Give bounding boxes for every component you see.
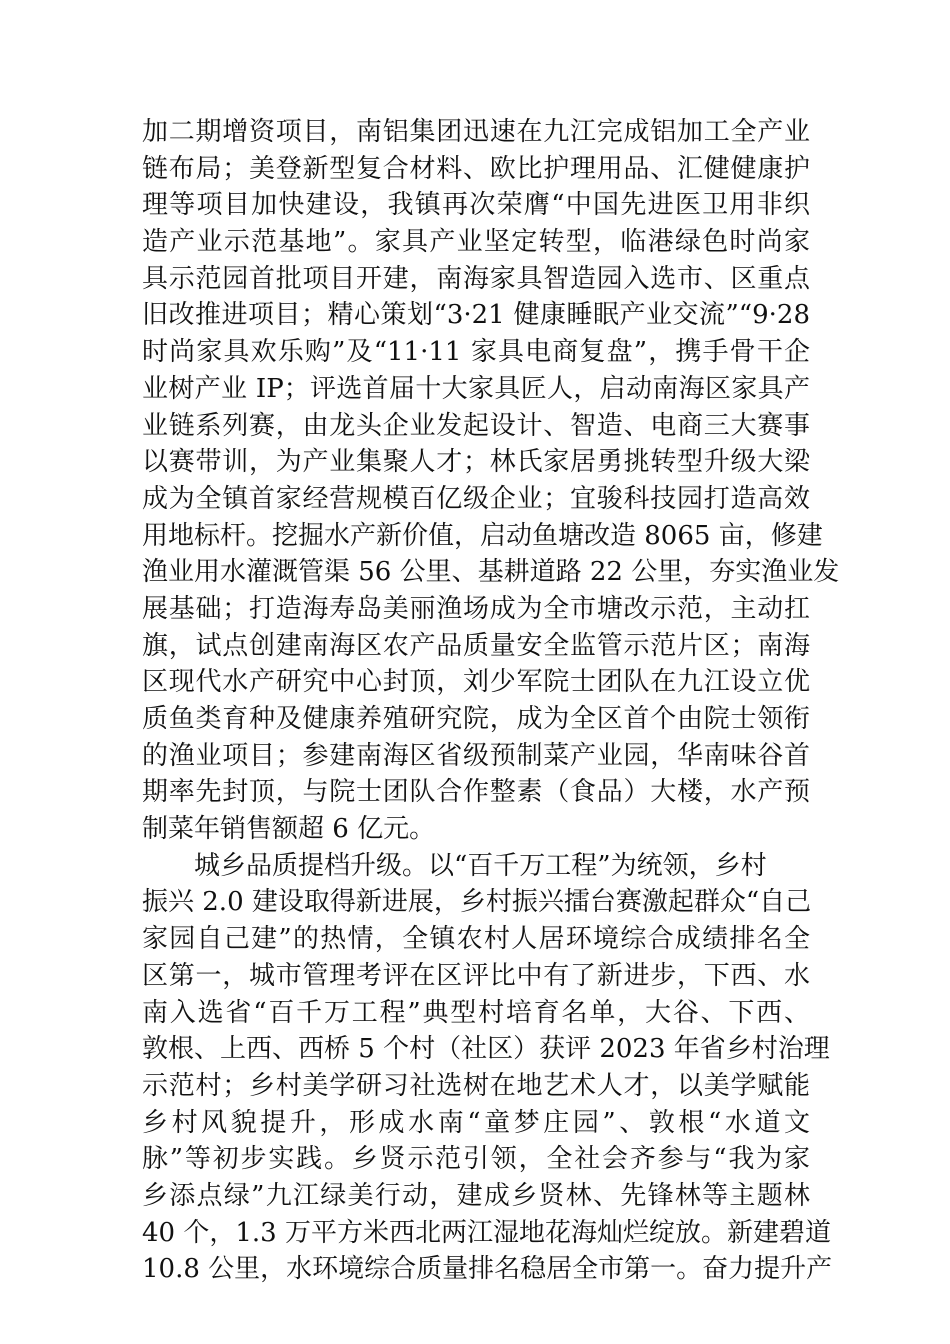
- text-line: 以赛带训，为产业集聚人才；林氏家居勇挑转型升级大梁: [142, 447, 810, 478]
- text-line: 敦根、上西、西桥 5 个村（社区）获评 2023 年省乡村治理: [142, 1034, 830, 1065]
- paragraph-first-line: 城乡品质提档升级。以“百千万工程”为统领，乡村: [194, 850, 767, 881]
- text-line: 家园自己建”的热情，全镇农村人居环境综合成绩排名全: [142, 924, 810, 955]
- text-line: 40 个，1.3 万平方米西北两江湿地花海灿烂绽放。新建碧道: [142, 1217, 831, 1248]
- text-line: 乡村风貌提升，形成水南“童梦庄园”、敦根“水道文: [142, 1107, 810, 1138]
- text-line: 展基础；打造海寿岛美丽渔场成为全市塘改示范，主动扛: [142, 593, 810, 624]
- text-line: 时尚家具欢乐购”及“11·11 家具电商复盘”，携手骨干企: [142, 337, 810, 368]
- text-line: 造产业示范基地”。家具产业坚定转型，临港绿色时尚家: [142, 227, 810, 258]
- text-line: 南入选省“百千万工程”典型村培育名单，大谷、下西、: [142, 997, 810, 1028]
- text-line: 业树产业 IP；评选首届十大家具匠人，启动南海区家具产: [142, 373, 810, 404]
- text-line: 振兴 2.0 建设取得新进展，乡村振兴擂台赛激起群众“自己: [142, 887, 812, 918]
- text-line: 成为全镇首家经营规模百亿级企业；宜骏科技园打造高效: [142, 483, 810, 514]
- text-line: 加二期增资项目，南铝集团迅速在九江完成铝加工全产业: [142, 117, 810, 147]
- text-line: 10.8 公里，水环境综合质量排名稳居全市第一。奋力提升产: [142, 1254, 833, 1285]
- text-line: 示范村；乡村美学研习社选树在地艺术人才，以美学赋能: [142, 1070, 810, 1101]
- text-line: 旧改推进项目；精心策划“3·21 健康睡眠产业交流”“9·28: [142, 300, 810, 331]
- text-line: 乡添点绿”九江绿美行动，建成乡贤林、先锋林等主题林: [142, 1180, 810, 1211]
- text-line: 业链系列赛，由龙头企业发起设计、智造、电商三大赛事: [142, 410, 810, 441]
- text-line: 区现代水产研究中心封顶，刘少军院士团队在九江设立优: [142, 667, 810, 698]
- text-line: 具示范园首批项目开建，南海家具智造园入选市、区重点: [142, 263, 810, 294]
- text-line: 脉”等初步实践。乡贤示范引领，全社会齐参与“我为家: [142, 1144, 810, 1175]
- text-line: 用地标杆。挖掘水产新价值，启动鱼塘改造 8065 亩，修建: [142, 520, 823, 551]
- text-line: 的渔业项目；参建南海区省级预制菜产业园，华南味谷首: [142, 740, 810, 771]
- text-line: 渔业用水灌溉管渠 56 公里、基耕道路 22 公里，夯实渔业发: [142, 557, 840, 588]
- text-line: 理等项目加快建设，我镇再次荣膺“中国先进医卫用非织: [142, 190, 810, 221]
- text-line: 区第一，城市管理考评在区评比中有了新进步，下西、水: [142, 960, 810, 991]
- text-line: 期率先封顶，与院士团队合作整素（食品）大楼，水产预: [142, 777, 810, 808]
- text-line: 旗，试点创建南海区农产品质量安全监管示范片区；南海: [142, 630, 810, 661]
- paragraph-last-line: 制菜年销售额超 6 亿元。: [142, 814, 436, 845]
- text-line: 质鱼类育种及健康养殖研究院，成为全区首个由院士领衔: [142, 704, 810, 734]
- body-text: [142, 114, 840, 1288]
- text-line: 链布局；美登新型复合材料、欧比护理用品、汇健健康护: [142, 153, 810, 184]
